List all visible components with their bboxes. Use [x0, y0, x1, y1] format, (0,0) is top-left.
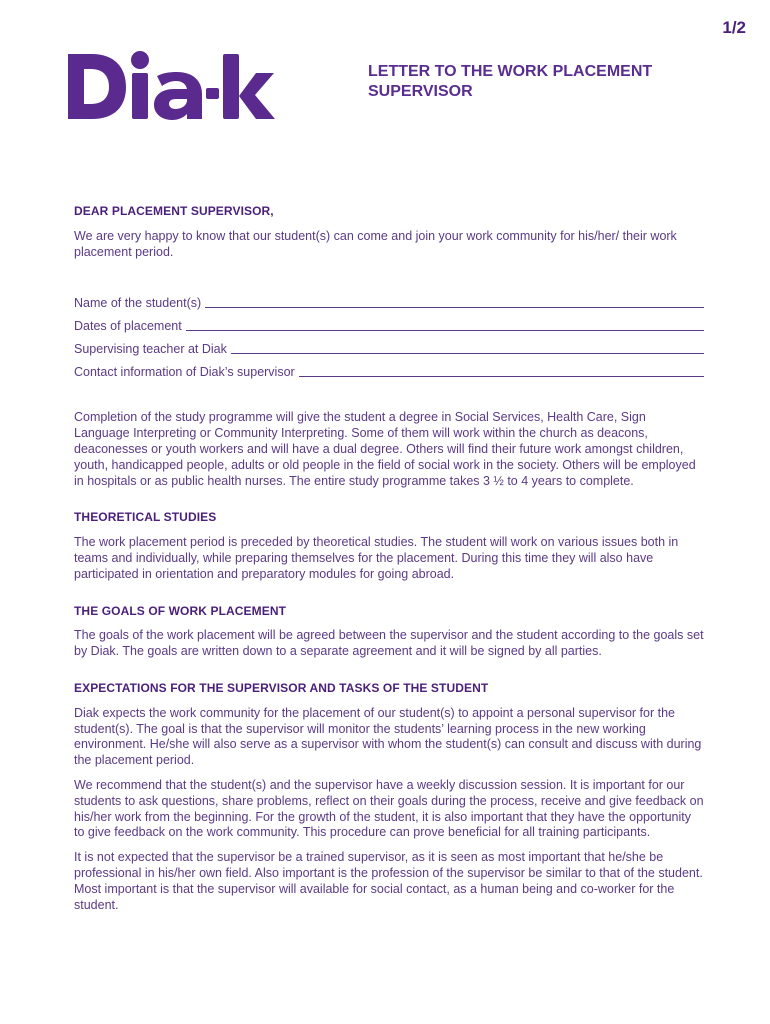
supervising-teacher-line[interactable] [231, 342, 704, 354]
letter-title: LETTER TO THE WORK PLACEMENT SUPERVISOR [368, 63, 653, 100]
student-info-form [74, 288, 704, 380]
form-row-supervisor-contact[interactable] [74, 357, 704, 380]
supervisor-contact-line[interactable] [299, 365, 704, 377]
placement-dates-line[interactable] [186, 319, 704, 331]
completion-paragraph: Completion of the study programme will give the student a degree in Social Services, Health Care, Sign Language Interpreting or Community Interpreting. Some of them will work within the church as deacons, deaconesses or youth workers and will have a dual degree. Others will find their future work amongst children, youth, handicapped people, adults or old people in the field of social work in the society. Others will be employed in hospitals or as public health nurses. The entire study programme takes 3 ½ to 4 years to complete. [74, 410, 696, 488]
page-number: 1/2 [722, 18, 746, 37]
supervisor-contact-label: Contact information of Diak’s supervisor [74, 364, 295, 379]
placement-dates-label: Dates of placement [74, 318, 182, 333]
supervising-teacher-label: Supervising teacher at Diak [74, 341, 227, 356]
letter-body [74, 204, 704, 913]
expectations-paragraph-3: It is not expected that the supervisor be a trained supervisor, as it is seen as most important that he/she be professional in his/her own field. Also important is the profession of the supervisor be similar to that of the student. Most important is that the supervisor will available for social contact, as a human being and co-worker for the student. [74, 850, 703, 912]
intro-paragraph: We are very happy to know that our student(s) can come and join your work community for his/her/ their work placement period. [74, 228, 677, 259]
goals-paragraph: The goals of the work placement will be agreed between the supervisor and the student according to the goals set by Diak. The goals are written down to a separate agreement and it will be signed by all parties. [74, 628, 704, 659]
expectations-heading: EXPECTATIONS FOR THE SUPERVISOR AND TASKS OF THE STUDENT [74, 680, 489, 695]
theoretical-studies-heading: THEORETICAL STUDIES [74, 510, 217, 525]
form-row-placement-dates[interactable] [74, 311, 704, 334]
form-row-supervising-teacher[interactable] [74, 334, 704, 357]
student-name-line[interactable] [205, 296, 704, 308]
greeting-heading: DEAR PLACEMENT SUPERVISOR, [74, 204, 274, 218]
expectations-paragraph-2: We recommend that the student(s) and the supervisor have a weekly discussion session. It is important for our students to ask questions, share problems, reflect on their goals during the process, receive and give feedback on his/her work from the beginning. For the growth of the student, it is also important that they have the opportunity to give feedback on the work community. This procedure can prove beneficial for all training participants. [74, 777, 704, 840]
diak-logo [66, 50, 276, 120]
goals-heading: THE GOALS OF WORK PLACEMENT [74, 603, 287, 618]
theoretical-studies-paragraph: The work placement period is preceded by theoretical studies. The student will work on various issues both in teams and individually, while preparing themselves for the placement. During this time they will also have participated in orientation and preparatory modules for going abroad. [74, 535, 679, 581]
student-name-label: Name of the student(s) [74, 295, 202, 310]
expectations-paragraph-1: Diak expects the work community for the placement of our student(s) to appoint a personal supervisor for the student(s). The goal is that the supervisor will monitor the students’ learning process in the new working environment. He/she will also serve as a supervisor with whom the student(s) can consult and discuss with during the placement period. [74, 705, 702, 768]
form-row-student-name[interactable] [74, 288, 704, 311]
